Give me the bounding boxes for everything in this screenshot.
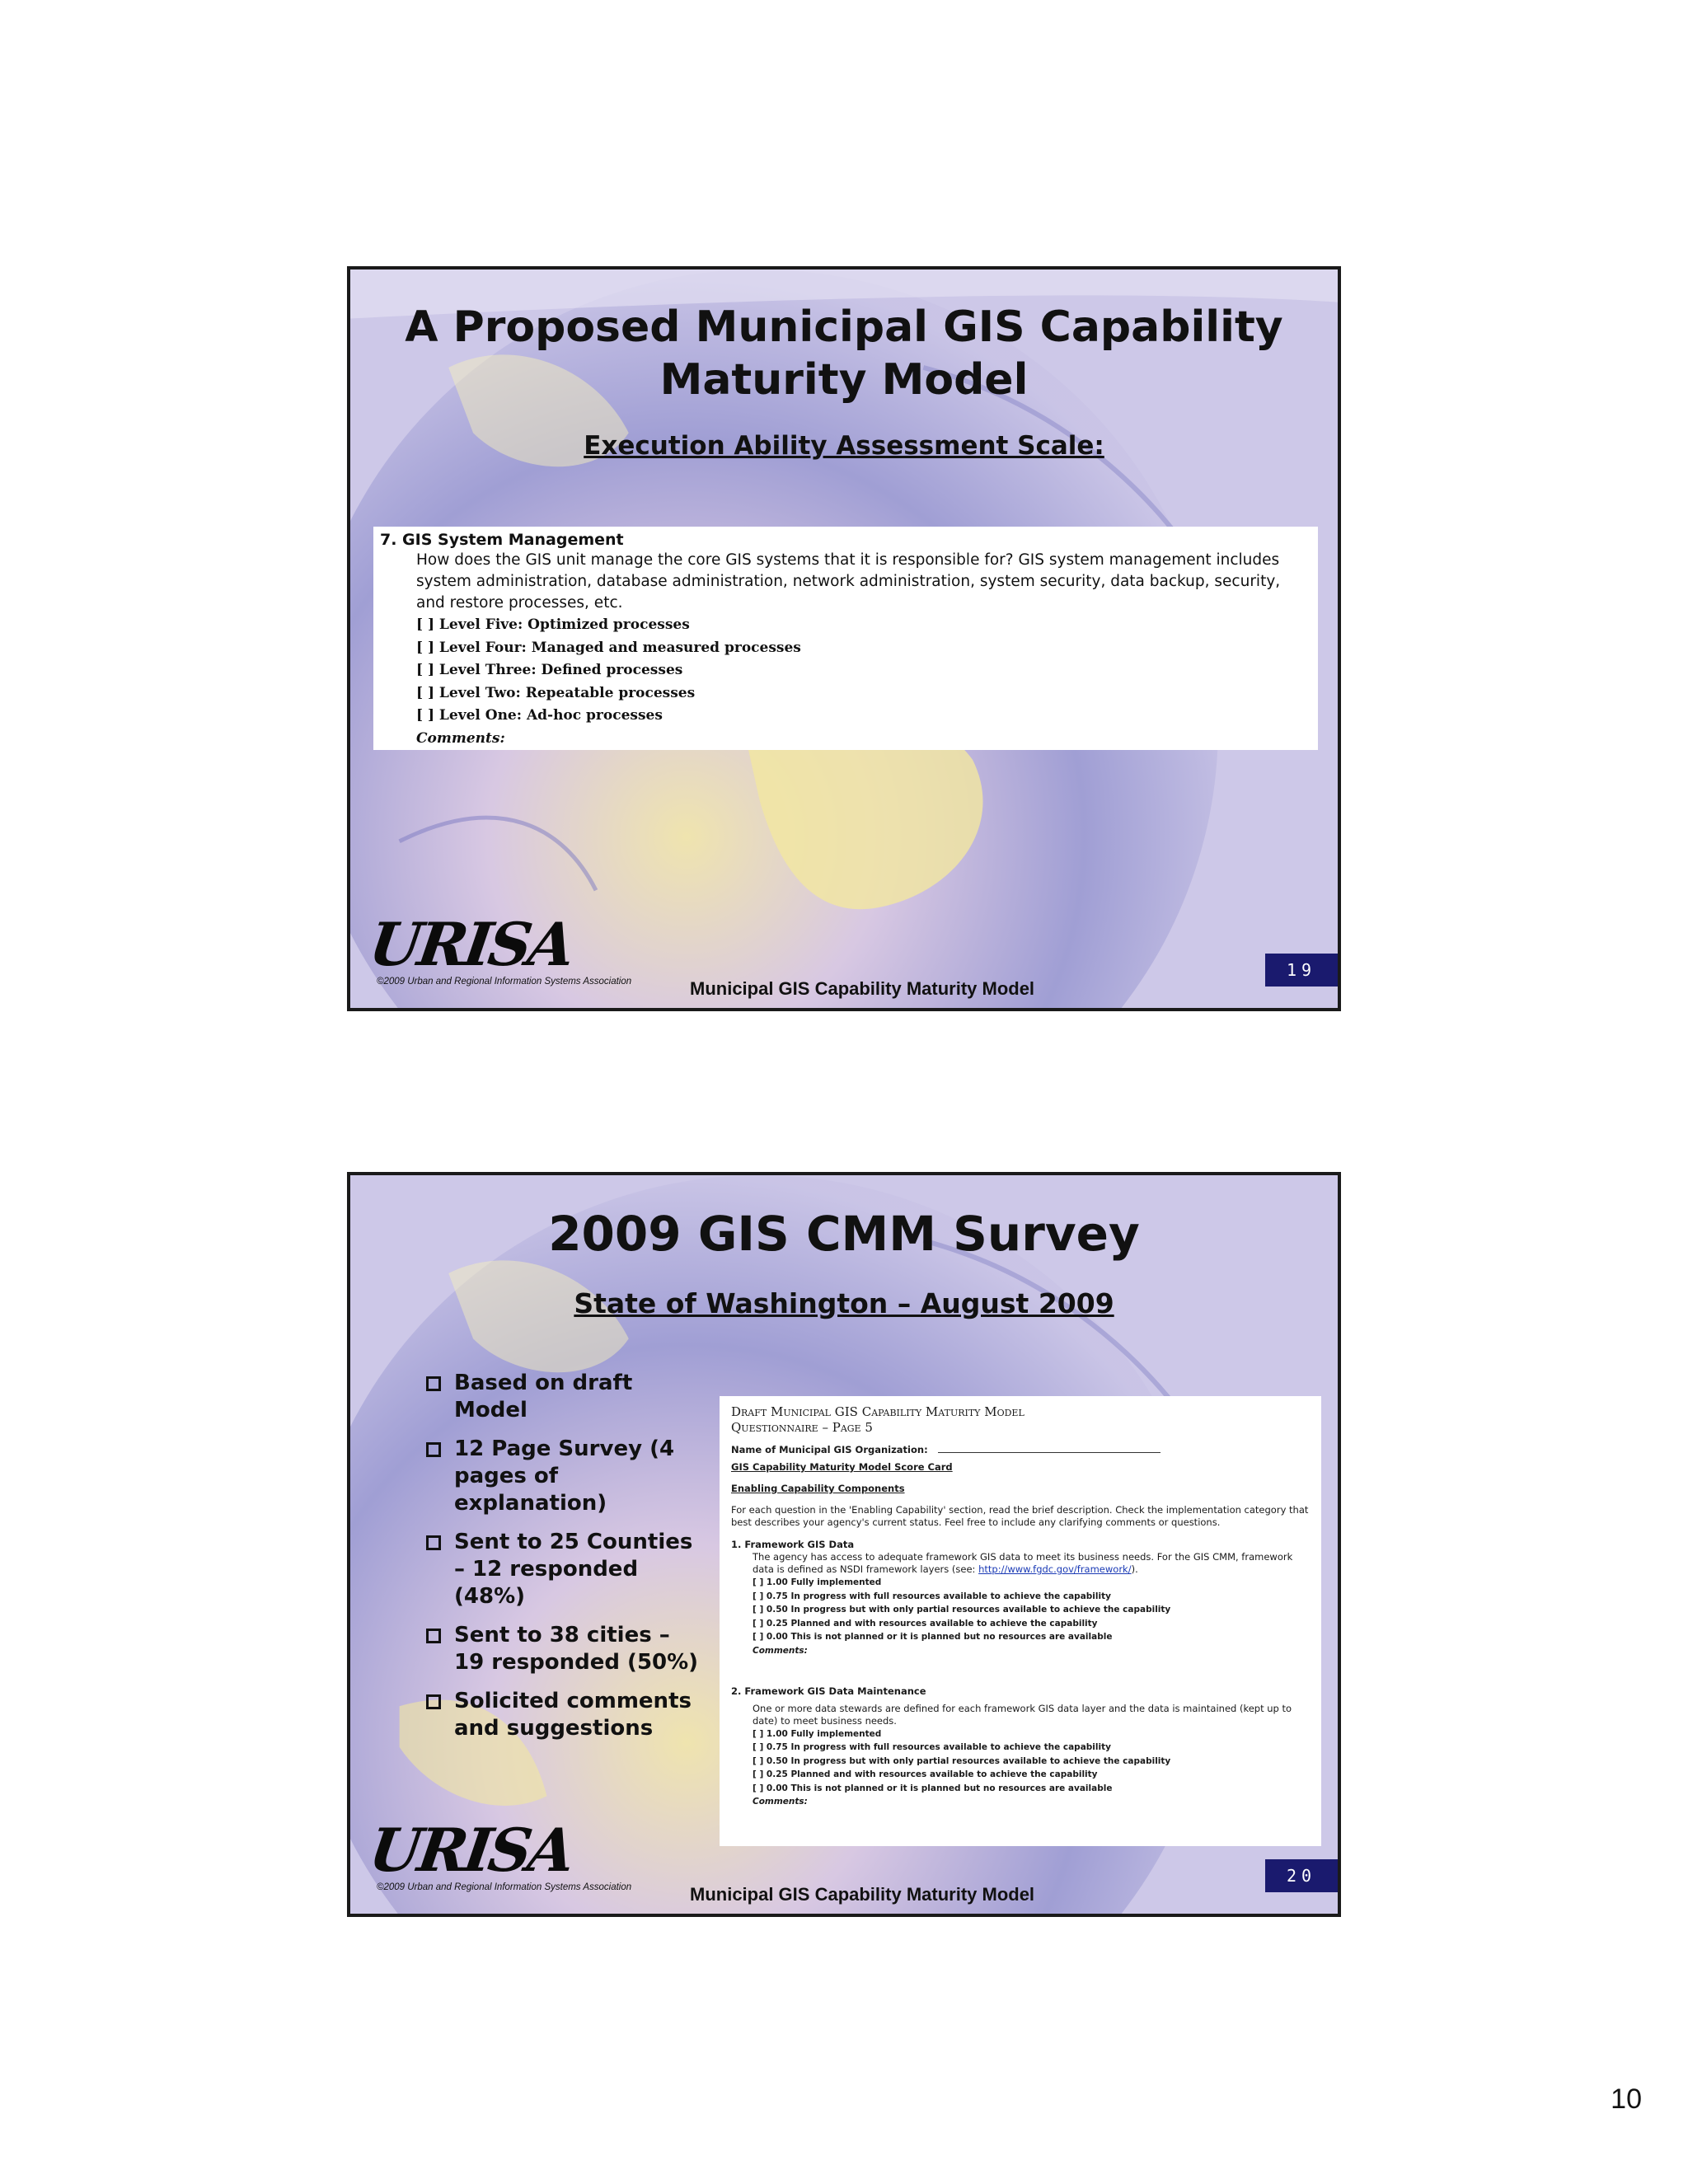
level-option: [ ] Level Three: Defined processes [416,662,683,678]
slide-20 [347,1172,1341,1917]
checkbox-bullet-icon [426,1442,441,1457]
bullet-list [423,1370,703,1754]
question-heading: 7. GIS System Management [380,531,624,549]
questionnaire-page-image [720,1396,1321,1846]
score-option: [ ] 0.00 This is not planned or it is planned but no resources are available [753,1632,1113,1642]
comments-label: Comments: [416,729,505,747]
question-text: How does the GIS unit manage the core GIS systems that it is responsible for? GIS system management includes system administration, database administration, network administration, system security, data backup, security, and restore processes, etc. [416,551,1281,612]
checkbox-bullet-icon [426,1694,441,1709]
score-option: [ ] 0.50 In progress but with only partial resources available to achieve the capability [753,1605,1171,1615]
org-name-field: Name of Municipal GIS Organization: [731,1444,1310,1456]
checkbox-bullet-icon [426,1629,441,1643]
slide-19 [347,266,1341,1011]
slide-number: 19 [1265,954,1338,987]
doc-header-line-2: Questionnaire – Page 5 [731,1420,873,1435]
question-2-desc: One or more data stewards are defined for each framework GIS data layer and the data is maintained (kept up to date) to meet business needs. [753,1702,1292,1727]
title-line-2: Maturity Model [659,355,1029,405]
framework-link[interactable]: http://www.fgdc.gov/framework/ [978,1563,1132,1575]
bullet-item: Solicited comments and suggestions [423,1688,703,1742]
slide-footer: Municipal GIS Capability Maturity Model [690,978,1035,999]
bullet-item: 12 Page Survey (4 pages of explanation) [423,1436,703,1517]
question-2-title: 2. Framework GIS Data Maintenance [731,1685,926,1697]
urisa-logo: URISA [365,909,577,979]
question-1-desc: The agency has access to adequate framework GIS data to meet its business needs. For the GIS CMM, framework data is defined as NSDI framework layers (see: http://www.fgdc.gov/framework/). [753,1551,1293,1575]
bullet-item: Sent to 38 cities – 19 responded (50%) [423,1622,703,1676]
level-option: [ ] Level Two: Repeatable processes [416,684,696,701]
copyright: ©2009 Urban and Regional Information Systems Association [377,977,632,987]
page-number: 10 [1611,2083,1642,2115]
doc-header-line-1: Draft Municipal GIS Capability Maturity Model [731,1404,1025,1419]
score-option: [ ] 0.75 In progress with full resources available to achieve the capability [753,1591,1111,1601]
slide-subtitle: Execution Ability Assessment Scale: [584,431,1104,461]
questionnaire-excerpt [373,527,1318,750]
intro-text: For each question in the 'Enabling Capability' section, read the brief description. Check the implementation category that best describes your agency's current status. Feel free to include any clarifying comments or questions. [731,1504,1309,1528]
score-option: [ ] 0.75 In progress with full resources available to achieve the capability [753,1742,1111,1752]
slide-title [350,301,1338,406]
comments-label: Comments: [753,1645,808,1656]
checkbox-bullet-icon [426,1535,441,1550]
slide-title: 2009 GIS CMM Survey [548,1206,1140,1262]
score-option: [ ] 0.25 Planned and with resources available to achieve the capability [753,1769,1098,1779]
bullet-item: Sent to 25 Counties – 12 responded (48%) [423,1529,703,1610]
level-option: [ ] Level Four: Managed and measured processes [416,639,801,656]
level-option: [ ] Level Five: Optimized processes [416,616,690,633]
title-line-1: A Proposed Municipal GIS Capability [405,302,1283,352]
level-option: [ ] Level One: Ad-hoc processes [416,707,663,724]
score-option: [ ] 0.50 In progress but with only partial resources available to achieve the capability [753,1755,1171,1766]
checkbox-bullet-icon [426,1376,441,1391]
score-option: [ ] 1.00 Fully implemented [753,1577,882,1587]
slide-footer: Municipal GIS Capability Maturity Model [690,1884,1035,1905]
bullet-item: Based on draft Model [423,1370,703,1424]
question-1-title: 1. Framework GIS Data [731,1539,855,1550]
slide-subtitle: State of Washington – August 2009 [574,1287,1114,1319]
score-option: [ ] 0.00 This is not planned or it is planned but no resources are available [753,1783,1113,1793]
slide-number: 20 [1265,1859,1338,1892]
score-option: [ ] 0.25 Planned and with resources available to achieve the capability [753,1618,1098,1629]
score-card-heading: GIS Capability Maturity Model Score Card [731,1461,953,1473]
copyright: ©2009 Urban and Regional Information Systems Association [377,1882,632,1892]
enabling-heading: Enabling Capability Components [731,1483,905,1494]
score-option: [ ] 1.00 Fully implemented [753,1728,882,1739]
urisa-logo: URISA [365,1815,577,1885]
comments-label: Comments: [753,1797,808,1807]
